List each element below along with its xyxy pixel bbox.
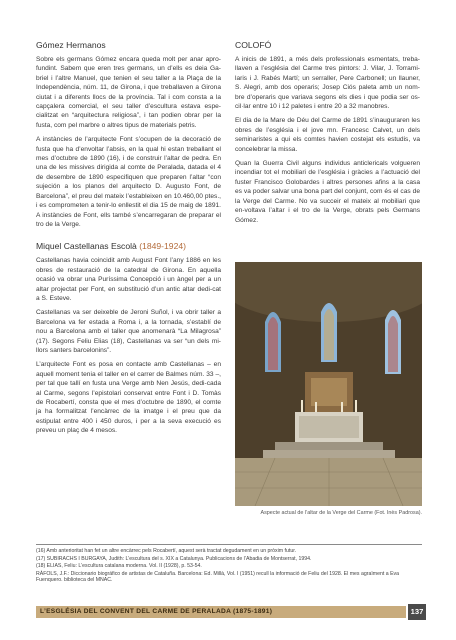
running-title: L’ESGLÉSIA DEL CONVENT DEL CARME DE PERALADA (1875-1891)	[40, 608, 273, 615]
heading-name: Miquel Castellanas Escolà	[36, 241, 140, 252]
section-heading-gomez: Gómez Hermanos	[36, 40, 106, 50]
section-heading-castellanas	[36, 241, 221, 252]
paragraph: Sobre els germans Gómez encara queda molt per anar apro-fundint. Sabem que eren tres germans, un d’ells es deia Ga-briel i l’altre Manuel, que tenien el seu taller a la Plaça de la Independència, núm. 11, de Girona, i que treballaven a Girona ciutat i a diferents llocs de la província. Tal i com consta a la capçalera comercial, el seu taller d’escultura estava espe-cialitzat en “arquitectura religiosa”, i tan podien obrar per la fusta, com pel marbre o altres tipus de materials petris.	[36, 56, 221, 129]
footnote: RÀFOLS, J.F.: Diccionario biográfico de artistas de Cataluña. Barcelona: Ed. Millà, Vol. I (1951) recull la informació de Feliu del 1928. El mes agraïment a Eva Fuenquero. biblioteca del MNAC.	[36, 570, 400, 584]
footnotes	[36, 548, 422, 585]
footnote: (17) SUBIRACHS I BURGAYA, Judith: L’escultura del s. XIX a Catalunya. Publicacions de l’Abadia de Montserrat, 1994.	[36, 555, 312, 562]
heading-years: (1849-1924)	[139, 241, 187, 252]
church-interior-illustration	[235, 262, 422, 506]
right-column	[235, 40, 420, 230]
footnote: (18) ELIAS, Feliu: L’escultura catalana moderna. Vol. II (1928), p. 53-54.	[36, 563, 202, 569]
footnote: (16) Amb anterioritat han fet un altre encàrrec pels Rocabertí, aquest serà tractat degudament en un pròxim futur.	[36, 548, 297, 554]
paragraph: A inicis de 1891, a més dels professionals esmentats, treba-llaven a l’església del Carme tres pintors: J. Vilar, J. Torrami-laris i J. Rabés Martí; un serraller, Pere Carbonell; un llauner, S. Alegri, amb dos operaris; Josep Ciós paleta amb un nom-bre d’operaris que variava segons els dies i que podia ser os-cil·lar entre 10 i 12 paletes i entre 20 a 32 manobres.	[235, 56, 420, 111]
altar-photo	[235, 262, 422, 506]
footnote-divider	[36, 544, 422, 545]
photo-caption: Aspecte actual de l’altar de la Verge del Carme (Fot. Inès Padrosa).	[260, 510, 422, 516]
paragraph: A instàncies de l’arquitecte Font s’ocupen de la decoració de fusta que ha d’envoltar l’absis, en la qual hi estan treballant el mes d’octubre de 1890 (16), i de construir l’altar de pedra. En una de les missives dirigida al comte de Peralada, datada el 4 de desembre de 1890 especifiquen que preparen l’altar “con sujeción a los planos del arquitecto D. Augusto Font, de Barcelona”, el preu del mateix l’estableixen en 10.460,00 ptes., i es comprometen a tenir-lo enllestit el dia 15 de maig de 1891. A instàncies de Font, ells també s’encarregaran de preparar el tro de la Verge.	[36, 136, 221, 228]
paragraph: Castellanas va ser deixeble de Jeroni Suñol, i va obrir taller a Barcelona va fer estada a Roma i, a la tornada, s’establí de nou a Barcelona amb el taller que anomenarà “La Milagrosa” (17). Segons Feliu Elias (18), Castellanas va ser “un dels mi-llors santers barcelonins”.	[36, 309, 221, 354]
paragraph: L’arquitecte Font es posa en contacte amb Castellanas – en aquell moment tenia el taller en el carrer de Balmes núm. 33 –, per tal que tallí en fusta una Verge amb Nen Jesús, dedi-cada al Carme, segons l’epistolari conservat entre Font i D. Tomàs de Rocabertí, consta que el mes d’octubre de 1890, el comte ja ha formalitzat l’encàrrec de la imatge i el preu que da estipulat entre 400 i 450 duros, i per a la seva execució es preveu un plaç de 4 mesos.	[36, 361, 221, 435]
paragraph: El dia de la Mare de Déu del Carme de 1891 s’inauguraren les obres de l’església i el jove mn. Francesc Calvet, un dels seminaristes a qui els comtes havien costejat els estudis, va concelebrar la missa.	[235, 117, 420, 153]
paragraph: Quan la Guerra Civil alguns individus anticlericals volgueren incendiar tot el mobiliari de l’església i gràcies a l’actuació del fuster Francisco Golobardes i altres persones afins a la casa es va poder salvar una bona part del conjunt, com és el cas de la Verge del Carme. No va succeir el mateix al mobiliari que en-voltava l’altar i el tro de la Verge, obrats pels Germans Gómez.	[235, 160, 420, 224]
paragraph: Castellanas havia coincidit amb August Font l’any 1886 en les obres de restauració de la catedral de Girona. En aquella ocasió va obrar una Puríssima Concepció i un àngel per a un altar projectat per Font, en substitució d’un antic altar dedi-cat a S. Esteve.	[36, 257, 221, 302]
page-number: 137	[408, 604, 426, 620]
section-heading-colofo: COLOFÓ	[235, 40, 272, 50]
left-column	[36, 40, 221, 441]
